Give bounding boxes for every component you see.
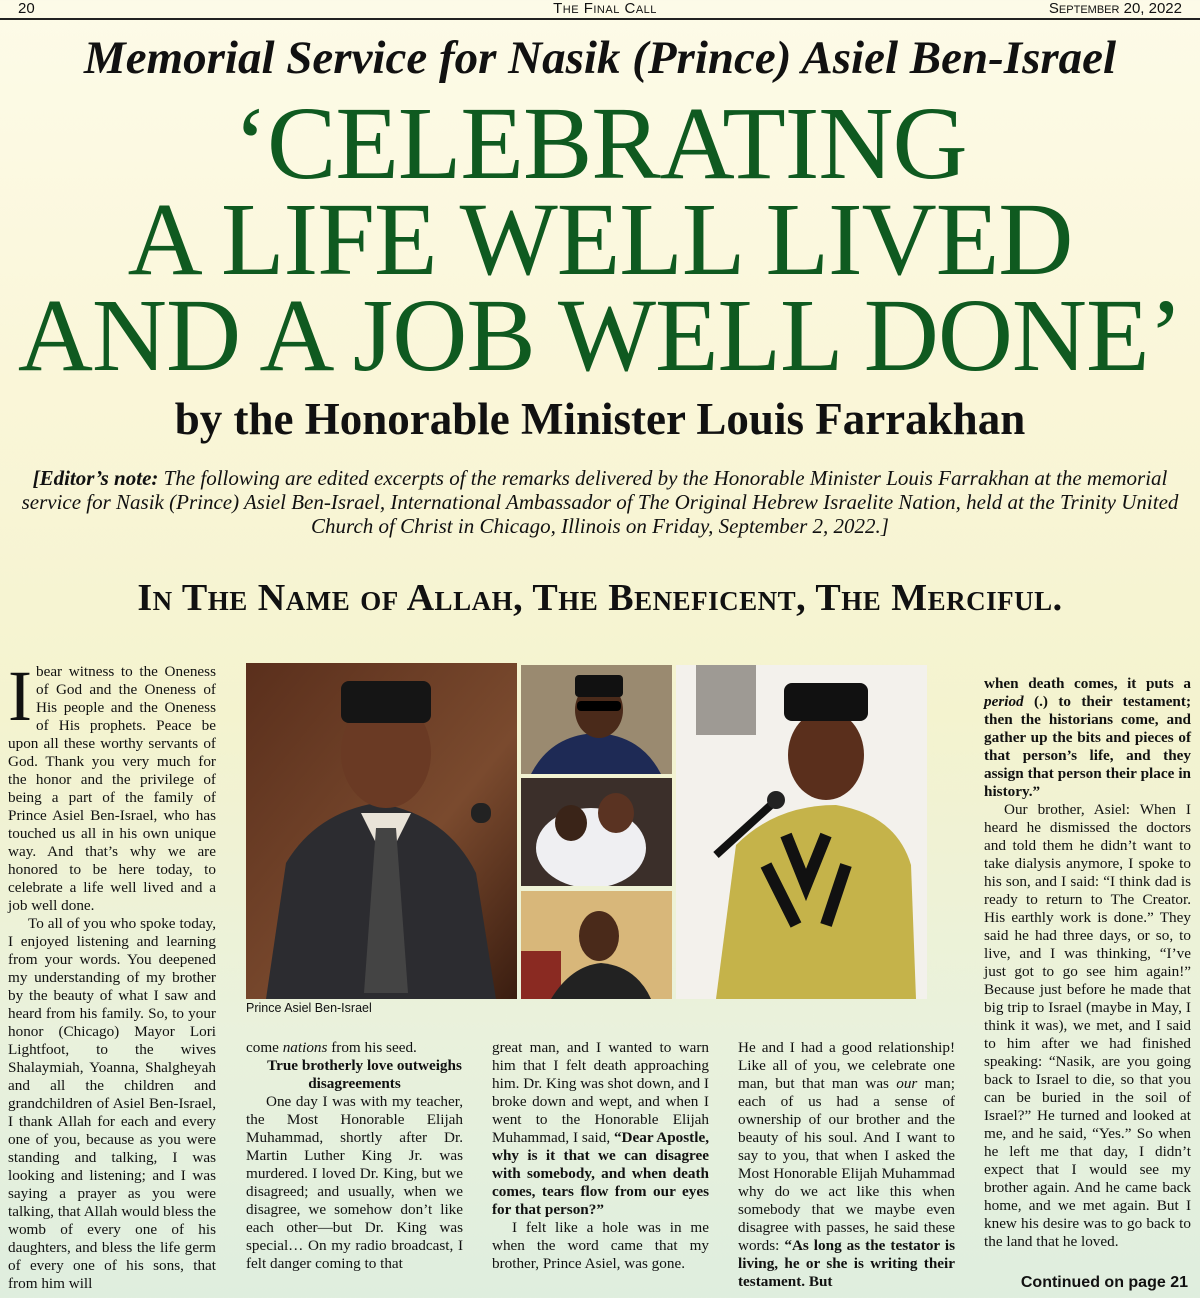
- portrait-photo-3: [521, 778, 672, 886]
- article-column-1: [8, 656, 216, 1293]
- paragraph: Our brother, Asiel: When I heard he dismissed the doctors and told them he didn’t want to take dialysis anymore, I spoke to his son, and I said: “I think dad is ready to return to The Creator. His earthly work is done.” They said he had three days, or so, to live, and I was thinking, “I’ve just got to go see him again!” Because just before he made that big trip to Israel (maybe in May, I think it was), we met, and I said to him after we had finished speaking: “Nasik, are you going back to Israel to die, so that you can be buried in the soil of Israel?” He turned and looked at me, and he said, “Yes.” So when he left me that day, I didn’t expect that I would see my brother again. And he came back home, and we met again. But I knew his desire was to go back to the land that he loved.: [984, 801, 1191, 1250]
- photo-embrace: [521, 778, 672, 886]
- paragraph: come nations from his seed.: [246, 1039, 417, 1056]
- byline: by the Honorable Minister Louis Farrakhan: [174, 394, 1026, 444]
- photo-microphone: [676, 665, 927, 999]
- headline-line-3: AND A JOB WELL DONE’: [17, 278, 1183, 393]
- memorial-title: Memorial Service for Nasik (Prince) Asiel Ben-Israel: [83, 32, 1117, 84]
- paragraph: when death comes, it puts a period (.) to their testament; then the historians come, and gather up the bits and pieces of that person’s life, and they assign that person their place in history.”: [984, 675, 1191, 800]
- article-column-2: [246, 1039, 463, 1273]
- paragraph: To all of you who spoke today, I enjoyed listening and learning from your words. You deepened my understanding of my brother by the beauty of what I saw and heard from his family. So, to your honor (Chicago) Mayor Lori Lightfoot, to the wives Shalaymiah, Yoanna, Shalgheyah and all the children and grandchildren of Asiel Ben-Israel, I thank Allah for each and every one of you, because as you were standing and talking, I was looking and listening; and I was saying a prayer as you were talking, that Allah would bless the womb of every one of his daughters, and bless the life germ of every one of his sons, that from him will: [8, 915, 216, 1292]
- portrait-photo-4: [521, 891, 672, 999]
- article-column-4: [738, 1039, 955, 1291]
- paragraph: He and I had a good relationship! Like all of you, we celebrate one man, but that man was our man; each of us had a sense of ownership of our brother and the beauty of his soul. And I want to say to you, that when I asked the Most Honorable Elijah Muhammad why do we act like this when somebody that we maybe even disagree with passes, he said these words: “As long as the testator is living, he or she is writing their testament. But: [738, 1039, 956, 1290]
- drop-cap: I: [8, 656, 32, 736]
- editor-note-label: [Editor’s note:: [32, 466, 159, 490]
- publication-name: The Final Call: [553, 0, 657, 17]
- editor-note: [20, 466, 1180, 538]
- portrait-photo-5: [676, 665, 927, 999]
- photo-smiling: [521, 891, 672, 999]
- article-column-3: [492, 1039, 709, 1273]
- subheading: True brotherly love outweighs disagreements: [267, 1057, 462, 1092]
- page-header: [0, 0, 1200, 20]
- page-number: 20: [18, 0, 35, 17]
- headline: [0, 86, 1200, 393]
- portrait-photo-1: [246, 663, 517, 999]
- headline-line-1: ‘CELEBRATING: [233, 86, 967, 201]
- headline-line-2: A LIFE WELL LIVED: [127, 182, 1073, 297]
- editor-note-text: The following are edited excerpts of the remarks delivered by the Honorable Minister Louis Farrakhan at the memorial service for Nasik (Prince) Asiel Ben-Israel, International Ambassador of The Original Hebrew Israelite Nation, held at the Trinity United Church of Christ in Chicago, Illinois on Friday, September 2, 2022.]: [21, 466, 1179, 538]
- issue-date: September 20, 2022: [1048, 0, 1182, 17]
- basmala-heading: In The Name of Allah, The Beneficent, The Merciful.: [137, 577, 1063, 619]
- portrait-photo-2: [521, 665, 672, 774]
- continued-link[interactable]: Continued on page 21: [1020, 1274, 1188, 1291]
- paragraph: I bear witness to the Oneness of God and the Oneness of His people and the Oneness of His prophets. Peace be upon all these worthy servants of God. Thank you very much for the honor and the privilege of being a part of the family of Prince Asiel Ben-Israel, who has touched us all in his own unique way. And that’s why we are honored to be here today, to celebrate a life well lived and a job well done.: [8, 656, 216, 914]
- photo-sunglasses: [521, 665, 672, 774]
- photo-caption: Prince Asiel Ben-Israel: [246, 1001, 372, 1015]
- paragraph: great man, and I wanted to warn him that I felt death approaching him. Dr. King was shot down, and I broke down and wept, and when I went to the Honorable Elijah Muhammad, I said, “Dear Apostle, why is it that we can disagree with somebody, and when death comes, tears flow from our eyes for that person?”: [492, 1039, 709, 1218]
- paragraph: I felt like a hole was in me when the word came that my brother, Prince Asiel, was gone.: [492, 1219, 709, 1272]
- paragraph: One day I was with my teacher, the Most Honorable Elijah Muhammad, shortly after Dr. Martin Luther King Jr. was murdered. I loved Dr. King, but we disagreed; and usually, when we disagree, we somehow don’t like each other—but Dr. King was special… On my radio broadcast, I felt danger coming to that: [246, 1093, 463, 1272]
- article-column-5: [984, 675, 1191, 1251]
- photo-prince-asiel-speaking: [246, 663, 517, 999]
